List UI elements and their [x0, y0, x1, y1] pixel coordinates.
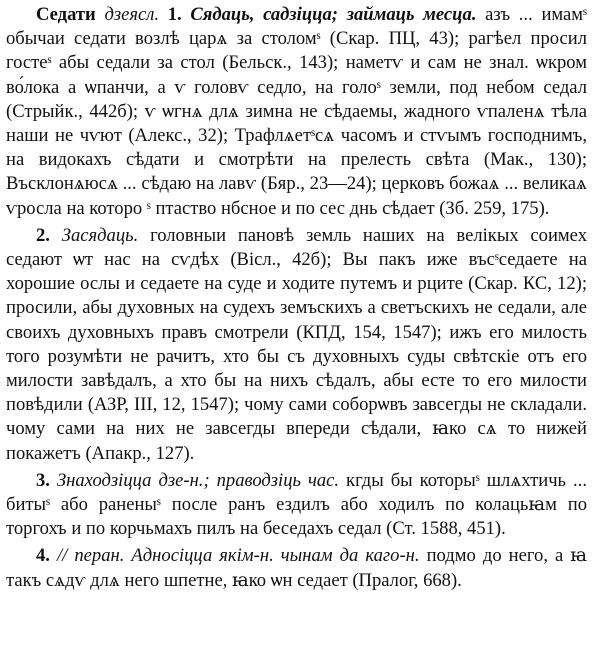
sense-quotations: азъ ... имамˢ обычаи седати возлѣ царѧ за столомˢ (Скар. ПЦ, 43); рагѣел просил гостеˢ абы седали за стол (Бельск., 143); наметѵ и сам не знал. ѡкром во́лока а ѡпанчи, а ѵ головѵ седло, на голоˢ земли, под небом седал (Стрыйк., 442б); ѵ ѡгнѧ длѧ зимна не сѣдаемы, жадного ѵпаленѧ тѣла наши не чѵют (Алекс., 32); Трафлѧетˢсѧ часомъ и стѵымъ господнимъ, на видокахъ сѣдати и смотрѣти на прелесть свѣта (Мак., 130); Въсклонѧюсѧ ... сѣдаю на лавѵ (Бяр., 23—24); церковъ божаѧ ... великаѧ ѵросла на которо ˢ птаство нбсное и по сес днь сѣдает (Зб. 259, 175).	[6, 4, 587, 219]
sense-number: 4.	[36, 545, 50, 567]
sense-2	[6, 224, 587, 466]
sense-3	[6, 469, 587, 542]
sense-quotations: головныи пановѣ земль наших на велікых соимех седают ѡт нас на сѵдѣх (Вісл., 42б); Вы пакъ иже въсˢседаете на хорошие ослы и седаете на суде и ходите путемъ и рците (Скар. КС, 12); просили, абы духовных на судехъ земъскихъ а светъскихъ не седали, але своихъ духовныхъ правъ смотрели (КПД, 154, 1547); ижъ его милость того розумѣти не рачитъ, хто бы съ духовныхъ суды свѣтскіе отъ его милости завѣдалъ, а хто бы на нихъ сѣдалъ, абы есте то его милости повѣдили (АЗР, III, 12, 1547); чому сами соборѡвъ завсегды не складали. чому сами на них не завсегды впереди сѣдали, ꙗко сѧ то нижей покажетъ (Апакр., 127).	[6, 224, 587, 464]
sense-quotations: подмо до него, а ꙗ такъ сѧдѵ длѧ него шпетне, ꙗко ѡн седает (Пралог, 668).	[6, 545, 588, 591]
sense-gloss: // перан. Адносіцца якім-н. чынам да каго-н.	[57, 545, 420, 567]
sense-gloss: Знаходзіцца дзе-н.; праводзіць час.	[56, 469, 340, 491]
sense-number: 2.	[36, 224, 50, 246]
sense-1	[6, 3, 587, 221]
sense-quotations: кгды бы которыˢ шлѧхтичь ... битыˢ або раненыˢ после ранъ ездилъ або ходилъ по колацьꙗм по торгохъ и по корчьмахъ пилъ на беседахъ седал (Ст. 1588, 451).	[6, 469, 587, 540]
sense-number: 3.	[36, 469, 50, 491]
sense-gloss: Засядаць.	[61, 224, 139, 246]
headword: Седати	[36, 4, 96, 25]
sense-4	[6, 544, 587, 592]
sense-gloss: Сядаць, садзіцца; займаць месца.	[190, 4, 477, 25]
sense-number: 1.	[167, 4, 182, 25]
grammar-label: дзеясл.	[95, 4, 160, 25]
